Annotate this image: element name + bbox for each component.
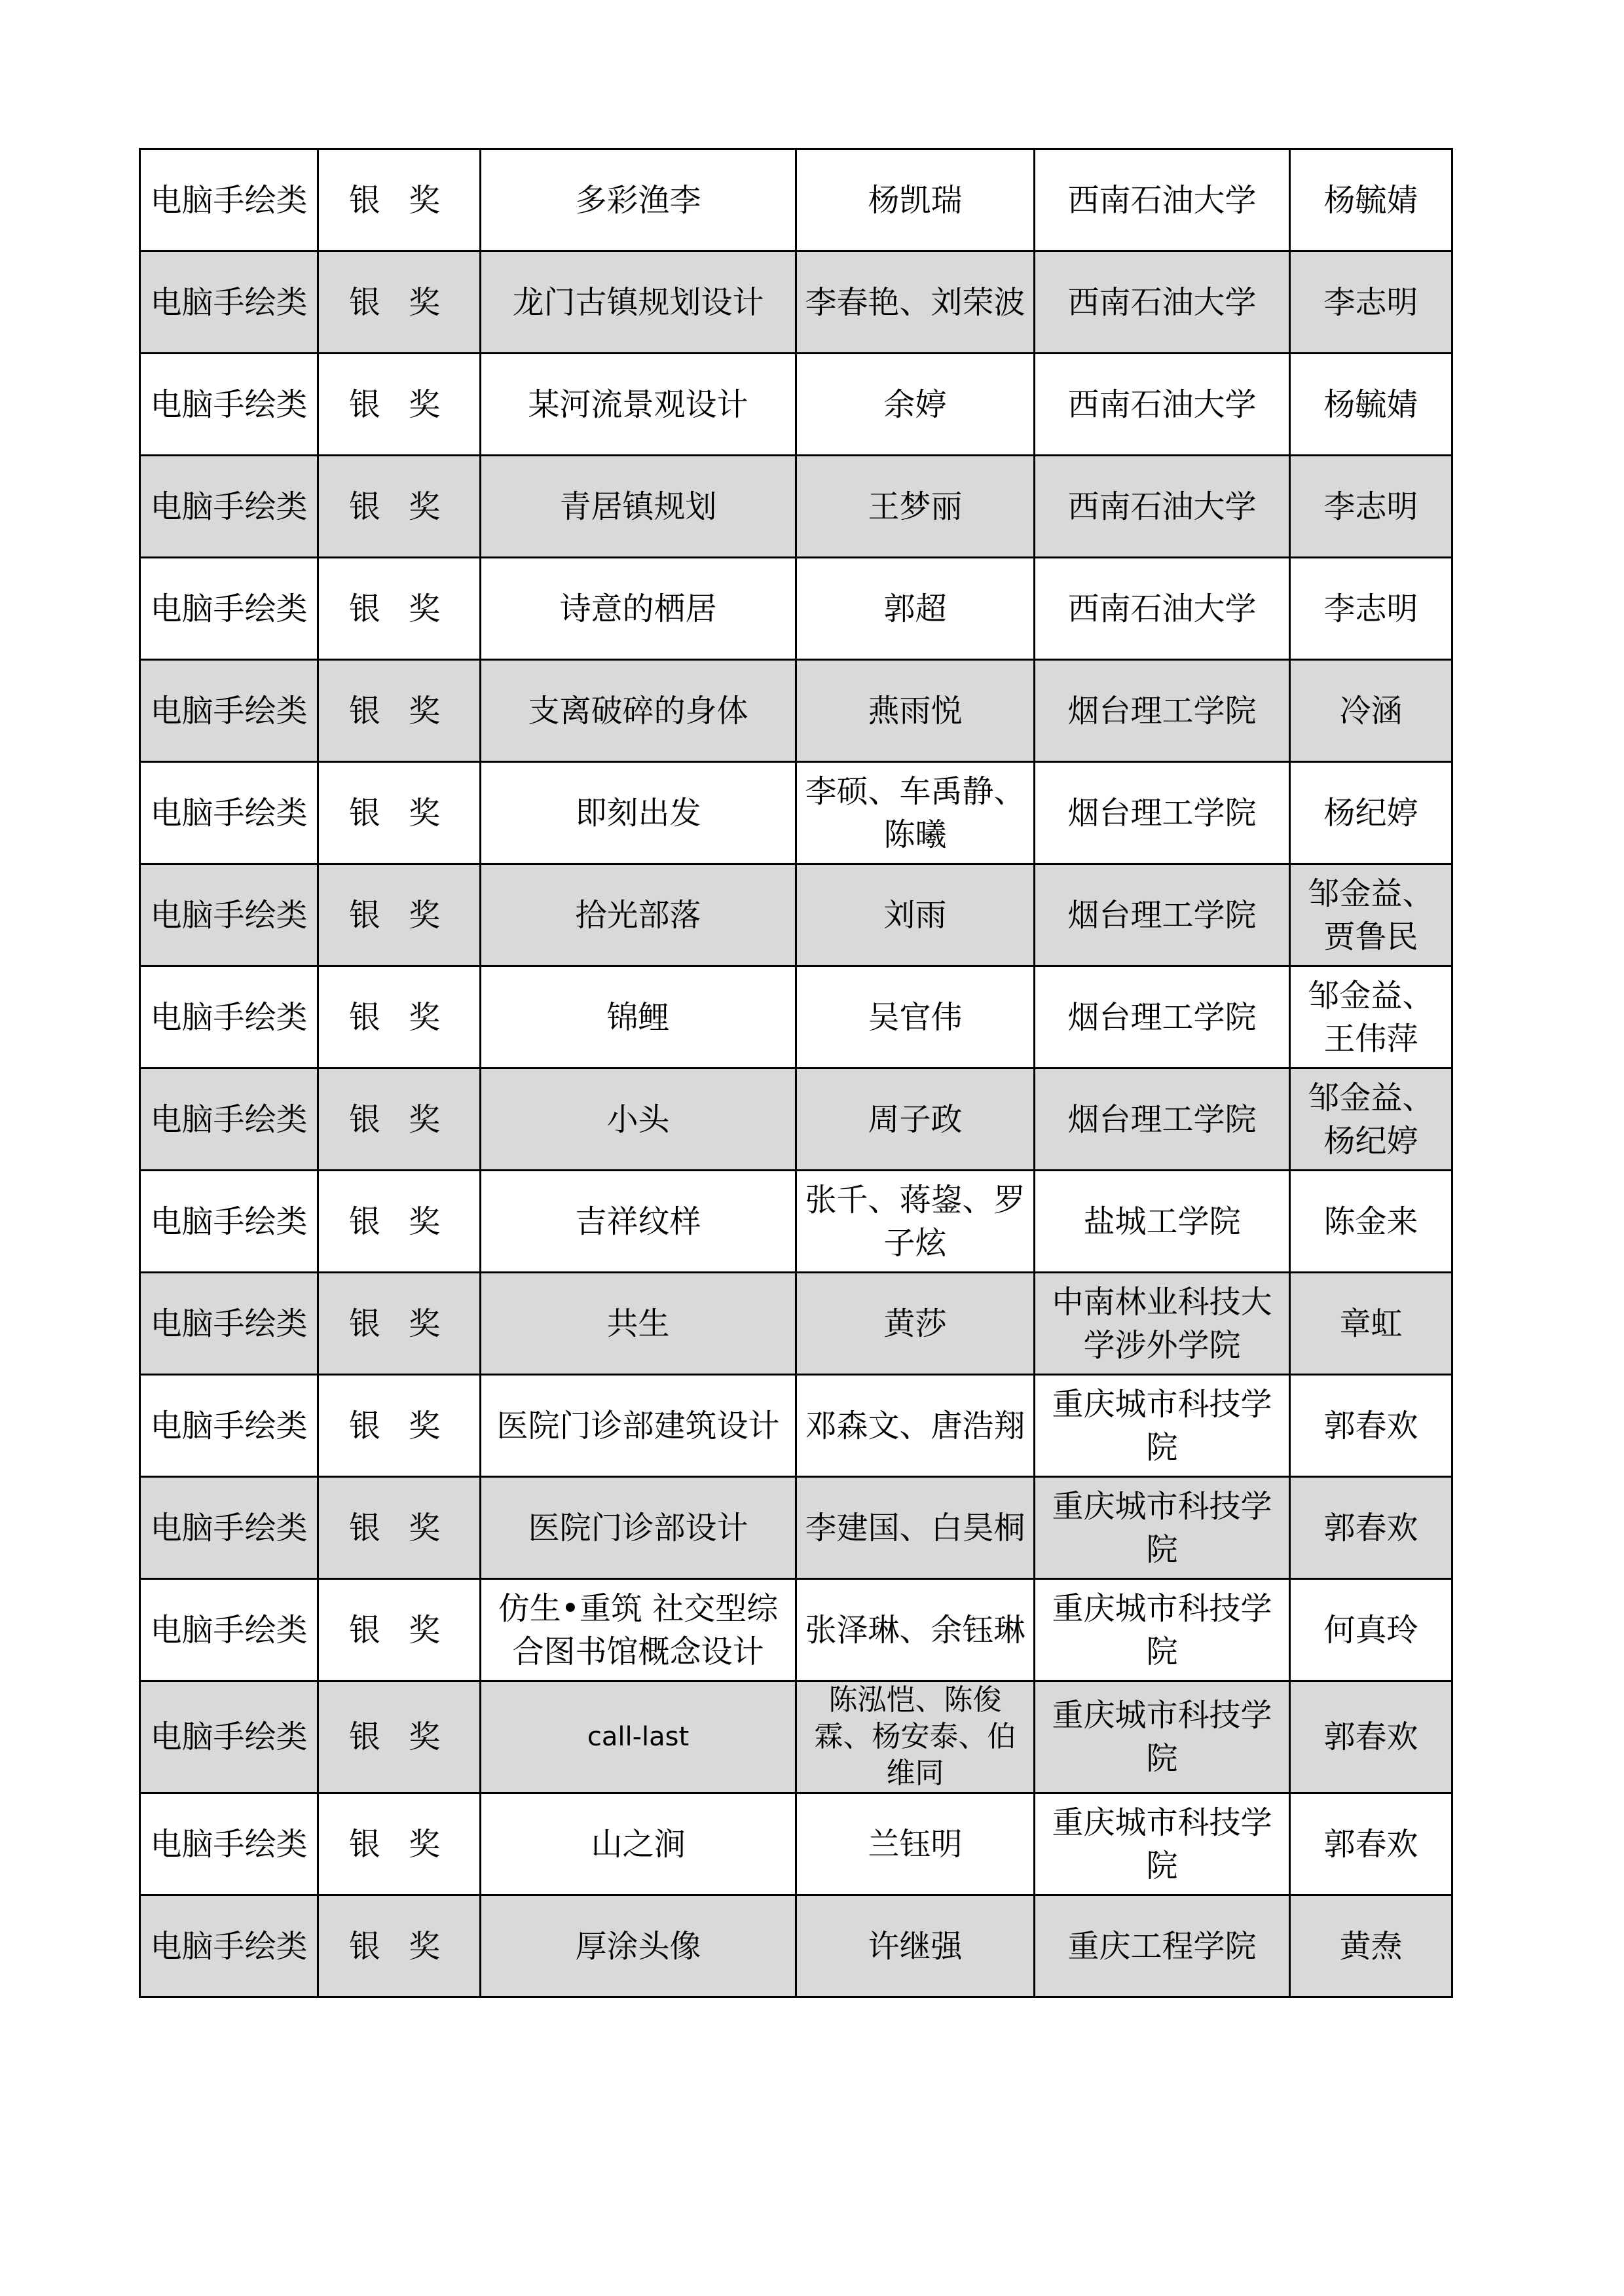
work-title-cell-text: 多彩渔李 <box>575 181 701 219</box>
category-cell-text: 电脑手绘类 <box>150 1509 308 1546</box>
award-cell-text: 银 奖 <box>348 1825 450 1863</box>
advisor-cell-text: 郭春欢 <box>1323 1407 1418 1444</box>
table-row <box>140 1068 1452 1171</box>
authors-cell <box>796 1681 1035 1793</box>
advisor-cell <box>1290 1375 1452 1477</box>
advisor-cell <box>1290 762 1452 864</box>
award-cell <box>318 1579 481 1681</box>
category-cell-text: 电脑手绘类 <box>150 1927 308 1965</box>
school-cell <box>1035 966 1290 1068</box>
award-cell-text: 银 奖 <box>348 181 450 219</box>
authors-cell-text: 郭超 <box>883 590 947 627</box>
awards-table-body <box>140 149 1452 1997</box>
category-cell-text: 电脑手绘类 <box>150 1203 308 1240</box>
table-row <box>140 1681 1452 1793</box>
advisor-cell <box>1290 456 1452 558</box>
advisor-cell <box>1290 1273 1452 1375</box>
table-row <box>140 1375 1452 1477</box>
category-cell-text: 电脑手绘类 <box>150 283 308 321</box>
work-title-cell <box>481 354 796 456</box>
award-cell <box>318 1681 481 1793</box>
authors-cell-text: 李春艳、刘荣波 <box>805 283 1025 321</box>
award-cell <box>318 251 481 354</box>
award-cell-text: 银 奖 <box>348 488 450 525</box>
category-cell <box>140 354 318 456</box>
work-title-cell <box>481 1895 796 1997</box>
work-title-cell <box>481 660 796 762</box>
award-cell-text: 银 奖 <box>348 283 450 321</box>
authors-cell-text: 余婷 <box>883 386 947 423</box>
work-title-cell <box>481 456 796 558</box>
award-cell <box>318 1171 481 1273</box>
table-row <box>140 660 1452 762</box>
school-cell-text: 烟台理工学院 <box>1067 998 1257 1036</box>
school-cell <box>1035 456 1290 558</box>
advisor-cell <box>1290 660 1452 762</box>
authors-cell-text: 燕雨悦 <box>868 692 963 729</box>
advisor-cell <box>1290 1068 1452 1171</box>
advisor-cell-text: 李志明 <box>1323 283 1418 321</box>
advisor-cell-text: 杨毓婧 <box>1323 386 1418 423</box>
category-cell-text: 电脑手绘类 <box>150 386 308 423</box>
work-title-cell-text: 共生 <box>606 1305 670 1342</box>
advisor-cell <box>1290 1171 1452 1273</box>
table-row <box>140 558 1452 660</box>
school-cell <box>1035 354 1290 456</box>
category-cell <box>140 149 318 251</box>
school-cell-text: 烟台理工学院 <box>1067 692 1257 729</box>
school-cell-text: 西南石油大学 <box>1067 488 1257 525</box>
award-cell-text: 银 奖 <box>348 998 450 1036</box>
work-title-cell-text: 医院门诊部建筑设计 <box>496 1407 780 1444</box>
table-row <box>140 864 1452 966</box>
table-row <box>140 1793 1452 1895</box>
advisor-cell-text: 冷涵 <box>1339 692 1403 729</box>
authors-cell-text: 李建国、白昊桐 <box>805 1509 1025 1546</box>
advisor-cell-text: 郭春欢 <box>1323 1825 1418 1863</box>
category-cell-text: 电脑手绘类 <box>150 590 308 627</box>
advisor-cell <box>1290 1681 1452 1793</box>
school-cell <box>1035 762 1290 864</box>
work-title-cell-text: 医院门诊部设计 <box>528 1509 748 1546</box>
authors-cell <box>796 660 1035 762</box>
advisor-cell <box>1290 251 1452 354</box>
authors-cell <box>796 251 1035 354</box>
category-cell <box>140 1681 318 1793</box>
award-cell-text: 银 奖 <box>348 1509 450 1546</box>
table-row <box>140 456 1452 558</box>
award-cell <box>318 456 481 558</box>
school-cell <box>1035 1273 1290 1375</box>
authors-cell <box>796 1171 1035 1273</box>
work-title-cell <box>481 1375 796 1477</box>
authors-cell-text: 邓森文、唐浩翔 <box>805 1407 1025 1444</box>
category-cell <box>140 966 318 1068</box>
advisor-cell-text: 邹金益、杨纪婷 <box>1308 1079 1434 1159</box>
category-cell <box>140 456 318 558</box>
school-cell-text: 烟台理工学院 <box>1067 896 1257 934</box>
category-cell-text: 电脑手绘类 <box>150 794 308 831</box>
award-cell <box>318 1068 481 1171</box>
authors-cell-text: 黄莎 <box>883 1305 947 1342</box>
authors-cell <box>796 1579 1035 1681</box>
category-cell <box>140 1793 318 1895</box>
work-title-cell-text: 青居镇规划 <box>559 488 717 525</box>
award-cell-text: 银 奖 <box>348 590 450 627</box>
table-row <box>140 1273 1452 1375</box>
category-cell <box>140 864 318 966</box>
work-title-cell-text: 支离破碎的身体 <box>528 692 748 729</box>
category-cell <box>140 1895 318 1997</box>
work-title-cell-text: 仿生•重筑 社交型综合图书馆概念设计 <box>498 1590 779 1670</box>
table-row <box>140 1171 1452 1273</box>
school-cell <box>1035 1579 1290 1681</box>
award-cell-text: 银 奖 <box>348 1407 450 1444</box>
category-cell-text: 电脑手绘类 <box>150 1719 308 1755</box>
advisor-cell-text: 黄焘 <box>1339 1927 1403 1965</box>
category-cell-text: 电脑手绘类 <box>150 181 308 219</box>
advisor-cell <box>1290 558 1452 660</box>
awards-table <box>139 148 1453 1998</box>
authors-cell-text: 周子政 <box>868 1101 963 1138</box>
work-title-cell <box>481 1068 796 1171</box>
work-title-cell-text: 某河流景观设计 <box>528 386 748 423</box>
advisor-cell-text: 邹金益、贾鲁民 <box>1308 875 1434 955</box>
advisor-cell <box>1290 966 1452 1068</box>
school-cell <box>1035 558 1290 660</box>
work-title-cell-text: 厚涂头像 <box>575 1927 701 1965</box>
school-cell-text: 西南石油大学 <box>1067 283 1257 321</box>
advisor-cell <box>1290 864 1452 966</box>
table-row <box>140 1477 1452 1579</box>
authors-cell-text: 张泽琳、余钰琳 <box>805 1611 1025 1649</box>
authors-cell <box>796 966 1035 1068</box>
work-title-cell <box>481 1579 796 1681</box>
award-cell-text: 银 奖 <box>348 1305 450 1342</box>
work-title-cell-text: 拾光部落 <box>575 896 701 934</box>
school-cell-text: 重庆城市科技学院 <box>1052 1385 1272 1466</box>
award-cell <box>318 864 481 966</box>
award-cell <box>318 1793 481 1895</box>
category-cell <box>140 1375 318 1477</box>
authors-cell <box>796 1477 1035 1579</box>
table-row <box>140 354 1452 456</box>
advisor-cell-text: 陈金来 <box>1323 1203 1418 1240</box>
category-cell-text: 电脑手绘类 <box>150 1101 308 1138</box>
category-cell <box>140 1171 318 1273</box>
work-title-cell-text: 龙门古镇规划设计 <box>512 283 764 321</box>
school-cell <box>1035 864 1290 966</box>
authors-cell <box>796 1793 1035 1895</box>
category-cell-text: 电脑手绘类 <box>150 1305 308 1342</box>
school-cell <box>1035 1375 1290 1477</box>
work-title-cell <box>481 762 796 864</box>
category-cell <box>140 1068 318 1171</box>
advisor-cell <box>1290 1895 1452 1997</box>
school-cell-text: 重庆城市科技学院 <box>1052 1697 1272 1777</box>
school-cell-text: 盐城工学院 <box>1083 1203 1241 1240</box>
award-cell-text: 银 奖 <box>348 1203 450 1240</box>
work-title-cell <box>481 1681 796 1793</box>
work-title-cell-text: 山之涧 <box>591 1825 686 1863</box>
advisor-cell <box>1290 354 1452 456</box>
table-row <box>140 149 1452 251</box>
authors-cell-text: 陈泓恺、陈俊霖、杨安泰、伯维同 <box>814 1683 1016 1790</box>
work-title-cell-text: 即刻出发 <box>575 794 701 831</box>
advisor-cell-text: 邹金益、王伟萍 <box>1308 977 1434 1057</box>
school-cell-text: 重庆工程学院 <box>1067 1927 1257 1965</box>
work-title-cell-text: 吉祥纹样 <box>575 1203 701 1240</box>
work-title-cell-text: 锦鲤 <box>606 998 670 1036</box>
authors-cell <box>796 762 1035 864</box>
category-cell <box>140 1273 318 1375</box>
work-title-cell-text: 诗意的栖居 <box>559 590 717 627</box>
award-cell <box>318 660 481 762</box>
authors-cell-text: 刘雨 <box>883 896 947 934</box>
school-cell <box>1035 660 1290 762</box>
work-title-cell <box>481 864 796 966</box>
advisor-cell-text: 杨毓婧 <box>1323 181 1418 219</box>
school-cell-text: 中南林业科技大学涉外学院 <box>1052 1283 1272 1364</box>
award-cell-text: 银 奖 <box>348 692 450 729</box>
award-cell <box>318 966 481 1068</box>
work-title-cell <box>481 1273 796 1375</box>
school-cell-text: 重庆城市科技学院 <box>1052 1590 1272 1670</box>
advisor-cell <box>1290 1793 1452 1895</box>
table-row <box>140 1579 1452 1681</box>
authors-cell <box>796 354 1035 456</box>
award-cell-text: 银 奖 <box>348 1927 450 1965</box>
work-title-cell <box>481 966 796 1068</box>
advisor-cell-text: 李志明 <box>1323 488 1418 525</box>
advisor-cell <box>1290 1477 1452 1579</box>
award-cell-text: 银 奖 <box>348 1101 450 1138</box>
award-cell <box>318 1273 481 1375</box>
award-cell-text: 银 奖 <box>348 896 450 934</box>
category-cell <box>140 660 318 762</box>
award-cell <box>318 1895 481 1997</box>
authors-cell-text: 兰钰明 <box>868 1825 963 1863</box>
work-title-cell-text: 小头 <box>606 1101 670 1138</box>
authors-cell-text: 吴官伟 <box>868 998 963 1036</box>
award-cell <box>318 1375 481 1477</box>
advisor-cell-text: 章虹 <box>1339 1305 1403 1342</box>
school-cell-text: 重庆城市科技学院 <box>1052 1804 1272 1884</box>
school-cell-text: 烟台理工学院 <box>1067 794 1257 831</box>
work-title-cell-text: call-last <box>587 1722 690 1752</box>
table-row <box>140 966 1452 1068</box>
table-row <box>140 1895 1452 1997</box>
school-cell-text: 西南石油大学 <box>1067 181 1257 219</box>
category-cell <box>140 251 318 354</box>
award-cell-text: 银 奖 <box>348 1611 450 1649</box>
advisor-cell <box>1290 149 1452 251</box>
authors-cell-text: 张千、蒋鋆、罗子炫 <box>805 1181 1025 1262</box>
advisor-cell-text: 何真玲 <box>1323 1611 1418 1649</box>
category-cell-text: 电脑手绘类 <box>150 998 308 1036</box>
school-cell <box>1035 1681 1290 1793</box>
category-cell-text: 电脑手绘类 <box>150 692 308 729</box>
work-title-cell <box>481 251 796 354</box>
award-cell-text: 银 奖 <box>348 1719 450 1755</box>
school-cell-text: 西南石油大学 <box>1067 386 1257 423</box>
category-cell <box>140 558 318 660</box>
authors-cell-text: 许继强 <box>868 1927 963 1965</box>
school-cell <box>1035 1477 1290 1579</box>
work-title-cell <box>481 1793 796 1895</box>
authors-cell <box>796 558 1035 660</box>
table-row <box>140 251 1452 354</box>
school-cell <box>1035 1793 1290 1895</box>
award-cell <box>318 354 481 456</box>
work-title-cell <box>481 1477 796 1579</box>
award-cell <box>318 558 481 660</box>
table-row <box>140 762 1452 864</box>
school-cell <box>1035 1895 1290 1997</box>
work-title-cell <box>481 558 796 660</box>
authors-cell <box>796 456 1035 558</box>
advisor-cell-text: 郭春欢 <box>1323 1509 1418 1546</box>
authors-cell <box>796 1375 1035 1477</box>
authors-cell <box>796 1895 1035 1997</box>
award-cell-text: 银 奖 <box>348 386 450 423</box>
work-title-cell <box>481 149 796 251</box>
work-title-cell <box>481 1171 796 1273</box>
authors-cell-text: 杨凯瑞 <box>868 181 963 219</box>
authors-cell <box>796 1273 1035 1375</box>
school-cell-text: 西南石油大学 <box>1067 590 1257 627</box>
category-cell <box>140 762 318 864</box>
award-cell <box>318 1477 481 1579</box>
school-cell <box>1035 251 1290 354</box>
award-cell <box>318 149 481 251</box>
category-cell-text: 电脑手绘类 <box>150 896 308 934</box>
authors-cell-text: 王梦丽 <box>868 488 963 525</box>
category-cell <box>140 1477 318 1579</box>
category-cell-text: 电脑手绘类 <box>150 1407 308 1444</box>
school-cell <box>1035 1068 1290 1171</box>
award-cell-text: 银 奖 <box>348 794 450 831</box>
advisor-cell-text: 李志明 <box>1323 590 1418 627</box>
advisor-cell-text: 杨纪婷 <box>1323 794 1418 831</box>
school-cell-text: 重庆城市科技学院 <box>1052 1487 1272 1568</box>
category-cell-text: 电脑手绘类 <box>150 1825 308 1863</box>
authors-cell-text: 李硕、车禹静、陈曦 <box>805 773 1025 853</box>
category-cell-text: 电脑手绘类 <box>150 488 308 525</box>
authors-cell <box>796 149 1035 251</box>
authors-cell <box>796 1068 1035 1171</box>
authors-cell <box>796 864 1035 966</box>
advisor-cell <box>1290 1579 1452 1681</box>
category-cell <box>140 1579 318 1681</box>
category-cell-text: 电脑手绘类 <box>150 1611 308 1649</box>
school-cell-text: 烟台理工学院 <box>1067 1101 1257 1138</box>
school-cell <box>1035 149 1290 251</box>
advisor-cell-text: 郭春欢 <box>1323 1719 1418 1755</box>
school-cell <box>1035 1171 1290 1273</box>
award-cell <box>318 762 481 864</box>
